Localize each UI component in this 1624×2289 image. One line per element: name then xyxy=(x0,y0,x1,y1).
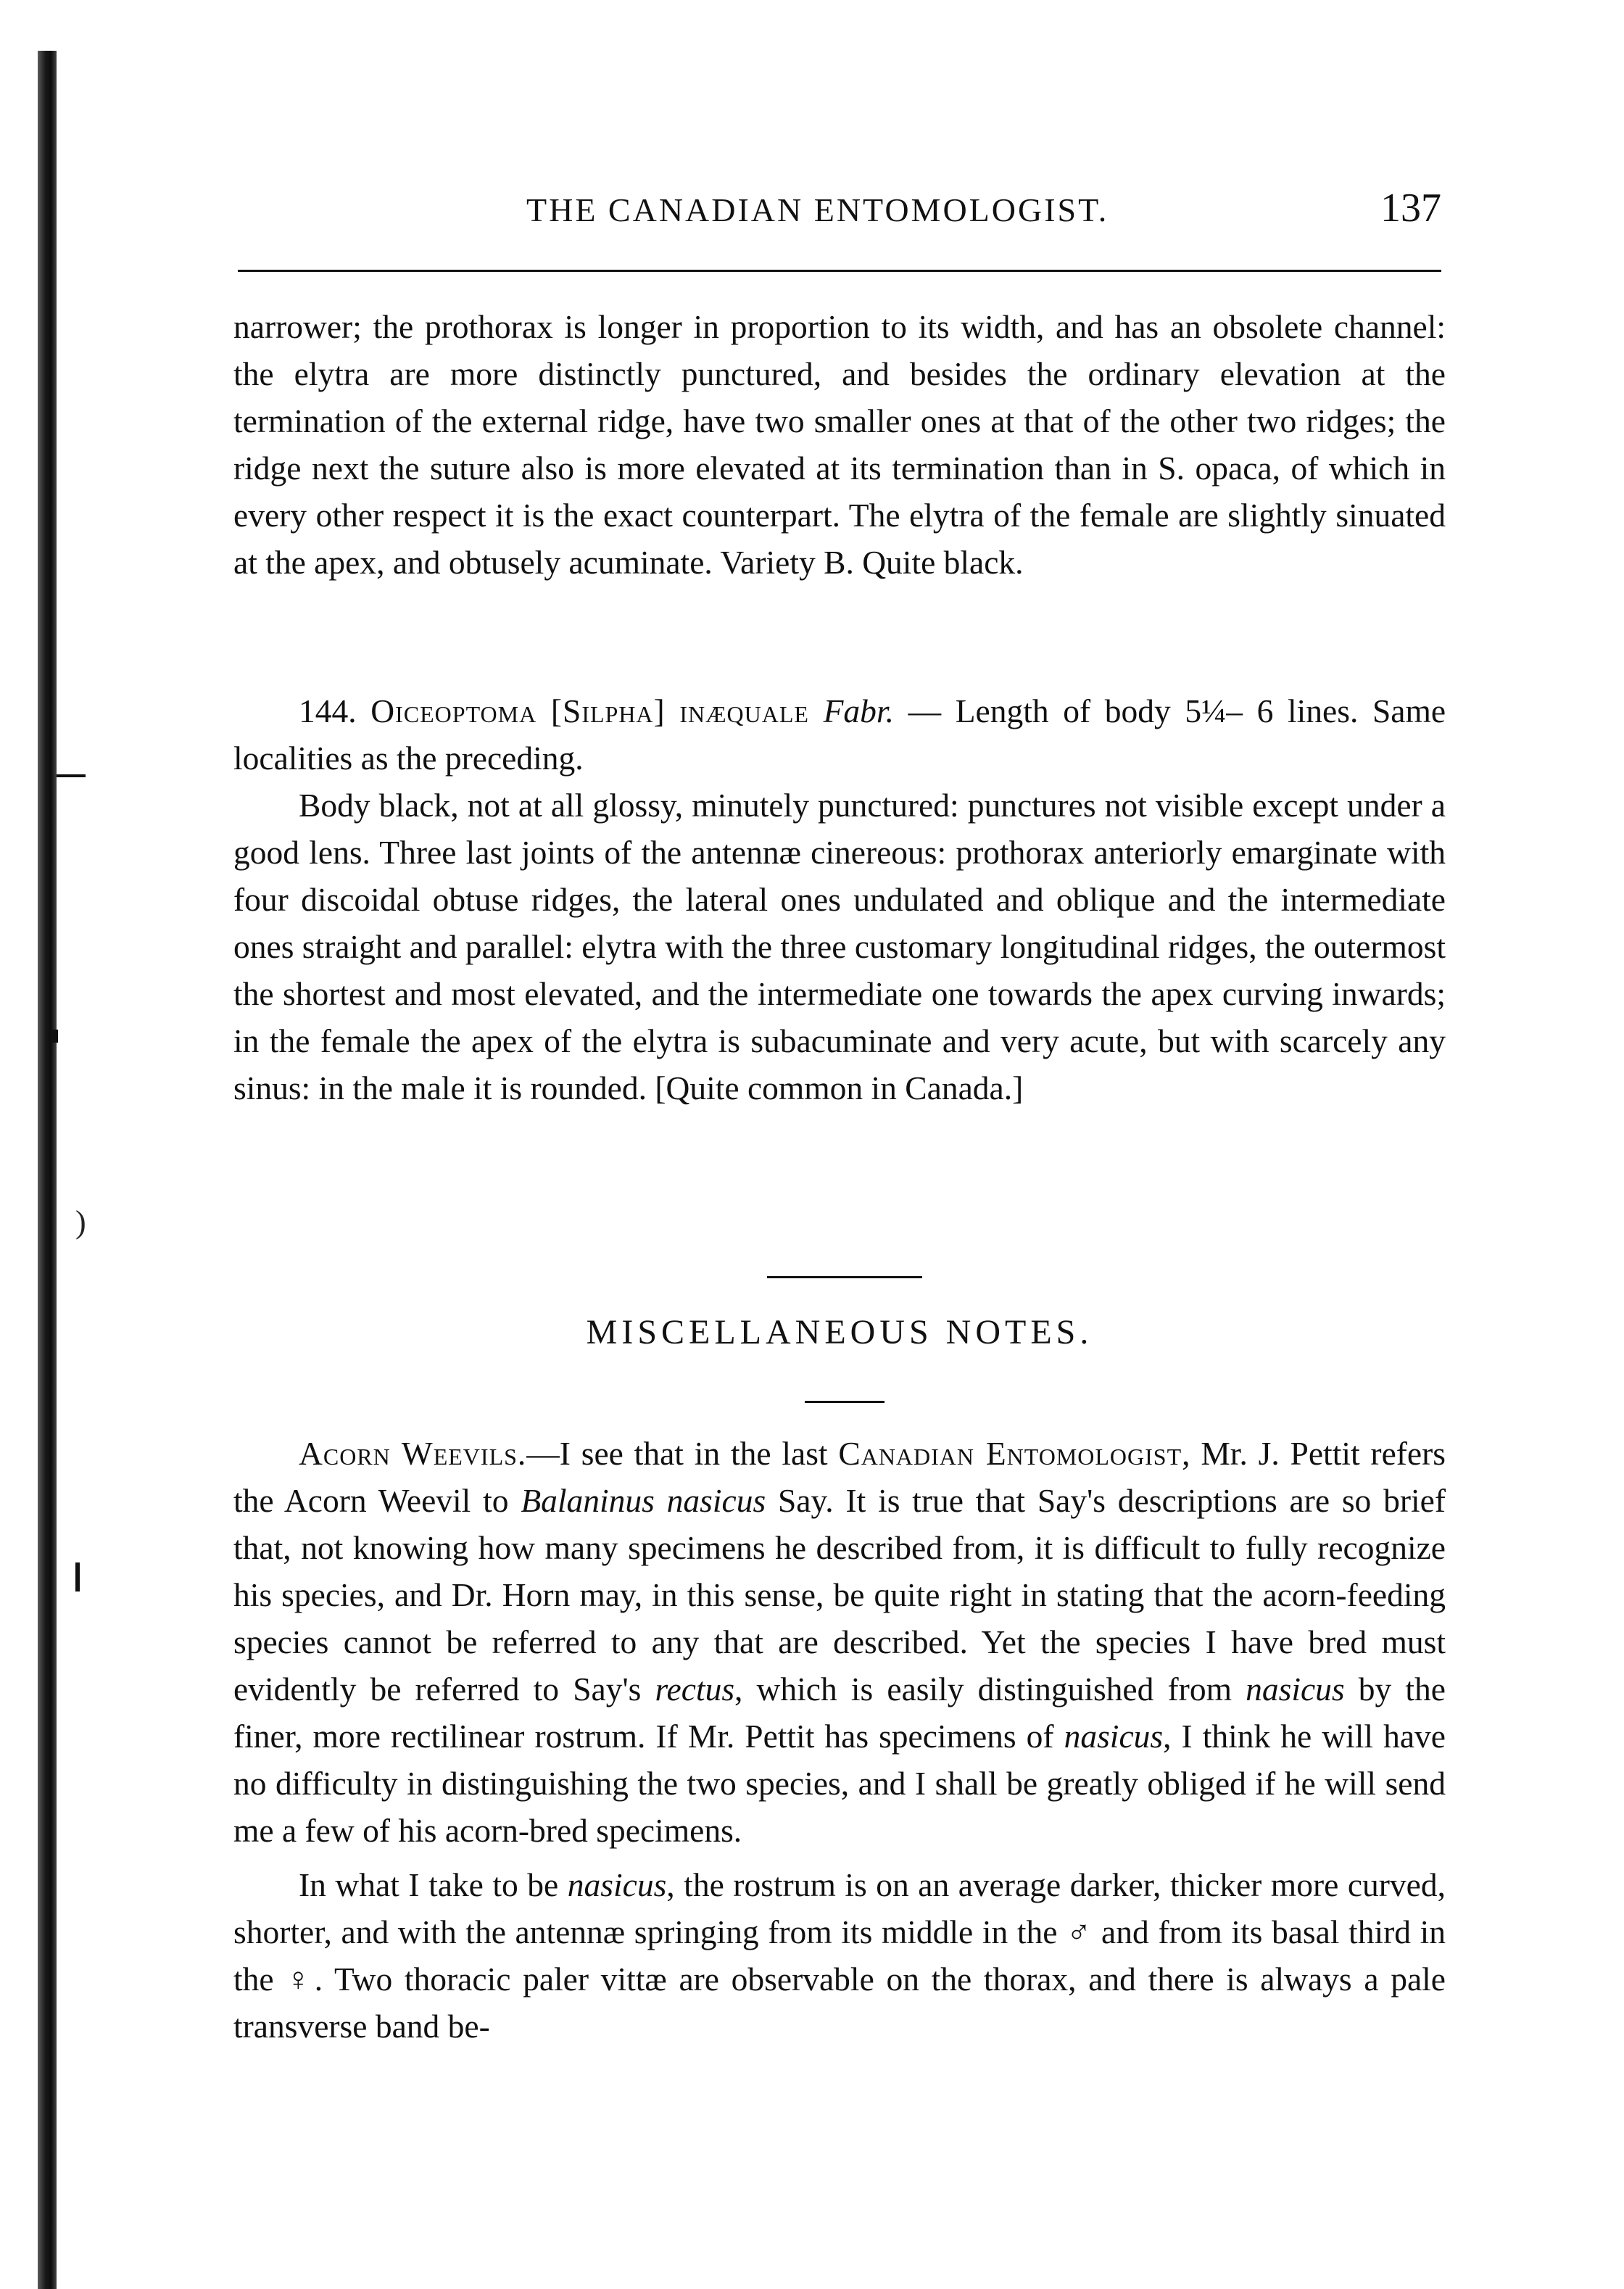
header-rule xyxy=(238,270,1441,272)
body-length: — Length of body 5¼– 6 lines. xyxy=(908,692,1359,729)
note-paragraph-1 xyxy=(233,1430,1446,1854)
species-heading-line xyxy=(233,687,1446,782)
taxon-rectus: rectus xyxy=(655,1671,735,1708)
species-entry-144 xyxy=(233,687,1446,1112)
bracket-genus: [Silpha] xyxy=(550,692,666,729)
note-text-b: Say. It is true that Say's descriptions are so brief that, not knowing how many specimens he described from, it is difficult to fully recognize his species, and Dr. Horn may, in this sense, be quite right in stating that the acorn-feeding species cannot be referred to any that are described. Yet the species I have bred must evidently be referred to Say's xyxy=(233,1482,1446,1708)
note-text-a: , Mr. J. Pettit refers the Acorn Weevil to xyxy=(233,1435,1446,1519)
taxon-balaninus-nasicus: Balaninus nasicus xyxy=(521,1482,766,1519)
note-text-g: , the rostrum is on an average darker, thicker more curved, shorter, and with the antennæ springing from its middle in the ♂ and from its basal third in the ♀. Two thoracic paler vittæ are observable on the thorax, and there is always a pale transverse band be- xyxy=(233,1866,1446,2045)
note-text-d: by the finer, more rectilinear rostrum. If Mr. Pettit has specimens of xyxy=(233,1671,1446,1755)
page-number: 137 xyxy=(1380,186,1441,231)
note-text-f: In what I take to be xyxy=(299,1866,568,1903)
note-text-c: , which is easily distinguished from xyxy=(734,1671,1246,1708)
margin-speck xyxy=(52,1030,58,1043)
margin-mark: ) xyxy=(75,1204,86,1240)
species-description: Body black, not at all glossy, minutely punctured: punctures not visible except under a good lens. Three last joints of the antennæ cinereous: prothorax anteriorly emarginate with four discoidal obtuse ridges, the lateral ones undulated and oblique and the intermediate ones straight and parallel: elytra with the three customary longitudinal ridges, the outermost the shortest and most elevated, and the intermediate one towards the apex curving inwards; in the female the apex of the elytra is subacuminate and very acute, but with scarcely any sinus: in the male it is rounded. [Quite common in Canada.] xyxy=(233,787,1446,1106)
section-heading: MISCELLANEOUS NOTES. xyxy=(586,1313,1093,1352)
section-divider-rule xyxy=(767,1276,922,1278)
acorn-weevils-note xyxy=(233,1430,1446,2050)
running-header xyxy=(238,185,1441,236)
heading-underline-rule xyxy=(805,1401,884,1403)
species-name: inæquale xyxy=(679,692,809,729)
localities: Same localities as the preceding. xyxy=(233,692,1446,777)
taxon-nasicus: nasicus xyxy=(1246,1671,1345,1708)
genus-name: Oiceoptoma xyxy=(370,692,537,729)
continuation-paragraph xyxy=(233,303,1446,586)
species-author: Fabr. xyxy=(823,692,894,729)
margin-speck xyxy=(57,774,86,777)
taxon-nasicus: nasicus xyxy=(567,1866,667,1903)
note-intro: —I see that in the last xyxy=(526,1435,839,1472)
continuation-text: narrower; the prothorax is longer in proportion to its width, and has an obsolete channel: the elytra are more distinctly punctured, and besides the ordinary elevation at the termination of the external ridge, have two smaller ones at that of the other two ridges; the ridge next the suture also is more elevated at its termination than in S. opaca, of which in every other respect it is the exact counterpart. The elytra of the female are slightly sinuated at the apex, and obtusely acuminate. Variety B. Quite black. xyxy=(233,308,1446,581)
note-text-e: , I think he will have no difficulty in distinguishing the two species, and I shall be greatly obliged if he will send me a few of his acorn-bred specimens. xyxy=(233,1718,1446,1849)
margin-speck xyxy=(75,1562,80,1591)
note-title: Acorn Weevils. xyxy=(299,1435,527,1472)
book-binding-edge xyxy=(38,51,57,2289)
species-number: 144. xyxy=(299,692,357,729)
running-title: THE CANADIAN ENTOMOLOGIST. xyxy=(526,191,1109,228)
taxon-nasicus: nasicus xyxy=(1064,1718,1164,1755)
journal-name: Canadian Entomologist xyxy=(838,1435,1182,1472)
note-paragraph-2 xyxy=(233,1861,1446,2050)
